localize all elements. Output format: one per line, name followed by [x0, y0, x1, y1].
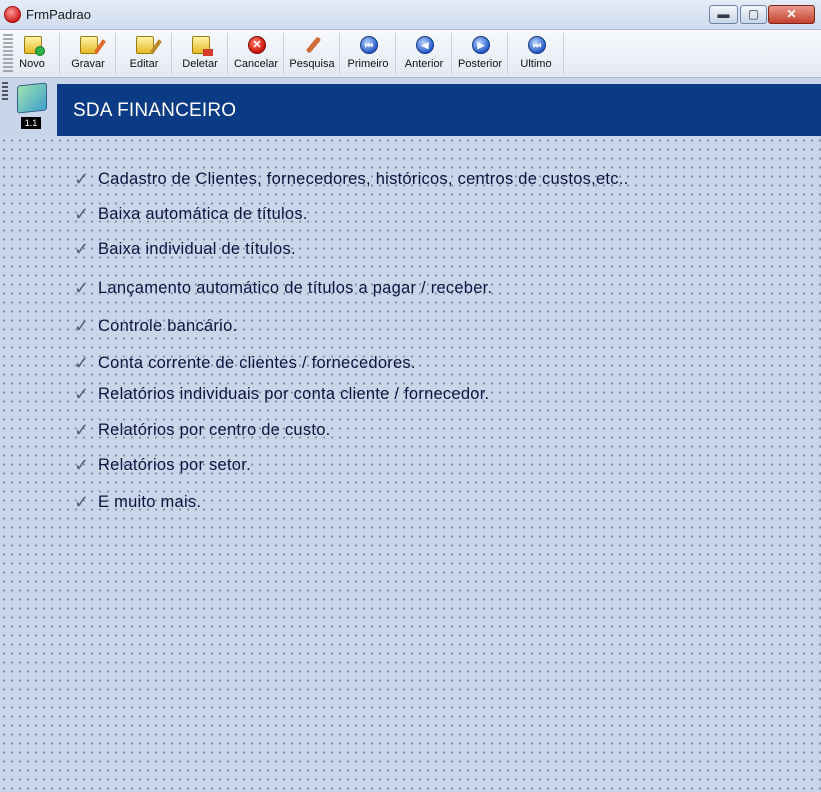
- feature-item: [74, 239, 296, 260]
- previous-record-icon: ◀: [416, 36, 434, 54]
- title-bar: [0, 0, 821, 30]
- feature-text: Relatórios individuais por conta cliente / fornecedor.: [98, 385, 490, 403]
- anterior-button[interactable]: [397, 33, 452, 75]
- check-icon: ✓: [74, 420, 90, 440]
- anterior-label: Anterior: [404, 58, 444, 70]
- primeiro-button[interactable]: [341, 33, 396, 75]
- feature-item: [74, 204, 308, 225]
- delete-document-icon: [192, 36, 210, 54]
- feature-item: [74, 492, 201, 513]
- edit-document-icon: [136, 36, 154, 54]
- check-icon: ✓: [74, 455, 90, 475]
- check-icon: ✓: [74, 492, 90, 512]
- minimize-button[interactable]: ▬: [709, 5, 738, 24]
- cancelar-button[interactable]: [229, 33, 284, 75]
- first-record-icon: ⏮: [360, 36, 378, 54]
- check-icon: ✓: [74, 204, 90, 224]
- feature-text: Conta corrente de clientes / fornecedores.: [98, 354, 416, 372]
- close-button[interactable]: ✕: [768, 5, 815, 24]
- side-grip[interactable]: [2, 82, 8, 102]
- maximize-button[interactable]: ▢: [740, 5, 767, 24]
- next-record-icon: ▶: [472, 36, 490, 54]
- feature-item: [74, 316, 237, 337]
- deletar-label: Deletar: [182, 58, 218, 70]
- check-icon: ✓: [74, 384, 90, 404]
- feature-item: [74, 353, 416, 374]
- check-icon: ✓: [74, 316, 90, 336]
- form-icon: [17, 82, 47, 113]
- toolbar: [0, 30, 821, 78]
- feature-item: [74, 420, 330, 441]
- cancel-icon: ✕: [248, 36, 266, 54]
- feature-text: Baixa automática de títulos.: [98, 205, 308, 223]
- gravar-label: Gravar: [71, 58, 105, 70]
- check-icon: ✓: [74, 169, 90, 189]
- novo-label: Novo: [19, 58, 45, 70]
- posterior-label: Posterior: [457, 58, 503, 70]
- feature-text: Controle bancário.: [98, 317, 238, 335]
- header-banner: [57, 84, 821, 136]
- gravar-button[interactable]: [61, 33, 116, 75]
- editar-label: Editar: [129, 58, 159, 70]
- new-document-icon: [24, 36, 42, 54]
- feature-text: Relatórios por setor.: [98, 456, 251, 474]
- novo-button[interactable]: [5, 33, 60, 75]
- feature-item: [74, 278, 492, 299]
- pesquisa-button[interactable]: [285, 33, 340, 75]
- last-record-icon: ⏭: [528, 36, 546, 54]
- feature-text: Baixa individual de títulos.: [98, 240, 296, 258]
- form-icon-label: 1.1: [21, 117, 41, 129]
- window-title: FrmPadrao: [26, 7, 92, 22]
- feature-item: [74, 455, 251, 476]
- check-icon: ✓: [74, 353, 90, 373]
- search-icon: [304, 36, 322, 54]
- app-icon: [4, 6, 21, 23]
- page-title: SDA FINANCEIRO: [73, 100, 237, 121]
- feature-item: [74, 169, 628, 190]
- feature-text: E muito mais.: [98, 493, 202, 511]
- check-icon: ✓: [74, 278, 90, 298]
- feature-item: [74, 384, 489, 405]
- feature-text: Lançamento automático de títulos a pagar / receber.: [98, 279, 493, 297]
- cancelar-label: Cancelar: [233, 58, 279, 70]
- feature-text: Relatórios por centro de custo.: [98, 421, 331, 439]
- posterior-button[interactable]: [453, 33, 508, 75]
- pesquisa-label: Pesquisa: [289, 58, 335, 70]
- ultimo-label: Ultimo: [520, 58, 552, 70]
- ultimo-button[interactable]: [509, 33, 564, 75]
- deletar-button[interactable]: [173, 33, 228, 75]
- feature-text: Cadastro de Clientes, fornecedores, históricos, centros de custos,etc..: [98, 170, 629, 188]
- primeiro-label: Primeiro: [347, 58, 389, 70]
- save-pencil-icon: [80, 36, 98, 54]
- editar-button[interactable]: [117, 33, 172, 75]
- check-icon: ✓: [74, 239, 90, 259]
